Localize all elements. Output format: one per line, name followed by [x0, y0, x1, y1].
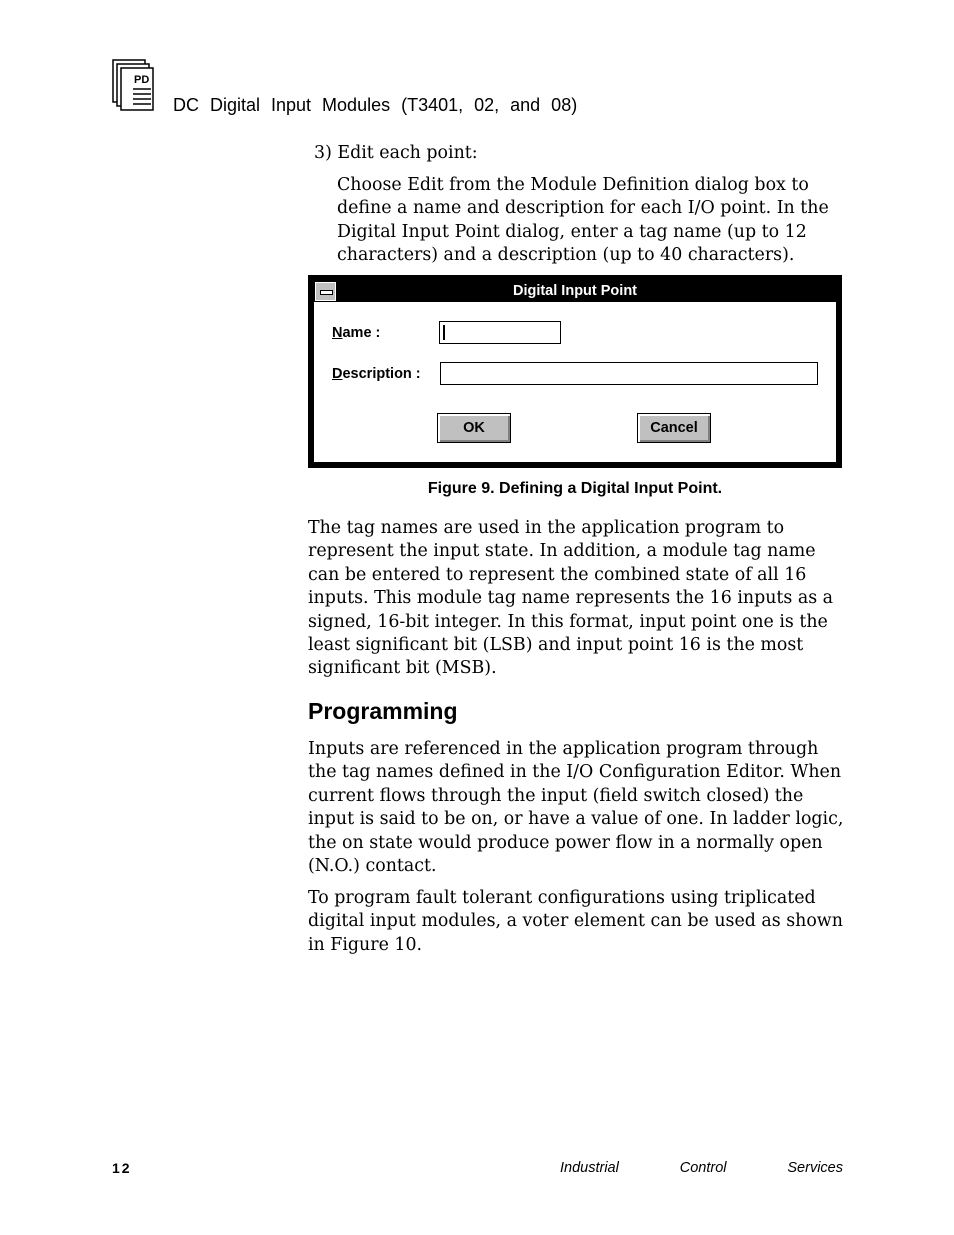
dialog-titlebar	[314, 281, 836, 302]
step-label: 3) Edit each point:	[314, 143, 478, 163]
name-label: Name :	[332, 325, 381, 341]
programming-paragraph-2: To program fault tolerant configurations using triplicated digital input modules, a voter element can be used as shown in Figure 10.	[308, 888, 843, 955]
ok-button[interactable]: OK	[437, 413, 511, 443]
figure-caption: Figure 9. Defining a Digital Input Point.	[427, 480, 723, 497]
page-header-title: DC Digital Input Modules (T3401, 02, and 08)	[173, 95, 578, 115]
dialog-title: Digital Input Point	[512, 283, 638, 299]
pd-document-icon	[112, 59, 156, 111]
footer-company	[560, 1160, 843, 1176]
footer-word: Services	[787, 1160, 843, 1176]
footer-word: Control	[679, 1160, 727, 1176]
programming-paragraph-1: Inputs are referenced in the application program through the tag names defined in the I/O Configuration Editor. When current flows through the input (field switch closed) the input is said to be on, or have a value of one. In ladder logic, the on state would produce power flow in a normally open (N.O.) contact.	[308, 739, 844, 877]
tag-names-paragraph: The tag names are used in the application program to represent the input state. In addition, a module tag name can be entered to represent the combined state of all 16 inputs. This module tag name represents the 16 inputs as a signed, 16-bit integer. In this format, input point one is the least significant bit (LSB) and input point 16 is the most significant bit (MSB).	[308, 518, 834, 679]
footer-word: Industrial	[560, 1160, 619, 1176]
description-input[interactable]	[440, 362, 818, 385]
name-input[interactable]	[439, 321, 561, 344]
pd-icon-text: PD	[134, 74, 150, 86]
step-paragraph: Choose Edit from the Module Definition dialog box to define a name and description for each I/O point. In the Digital Input Point dialog, enter a tag name (up to 12 characters) and a description (up to 40 characters).	[337, 175, 829, 266]
text-caret	[443, 325, 445, 340]
page-number: 12	[112, 1160, 132, 1176]
description-label: Description :	[332, 366, 421, 382]
section-heading-programming: Programming	[308, 698, 458, 724]
cancel-button[interactable]: Cancel	[637, 413, 711, 443]
digital-input-point-dialog	[308, 275, 842, 468]
system-menu-icon[interactable]	[315, 282, 336, 301]
